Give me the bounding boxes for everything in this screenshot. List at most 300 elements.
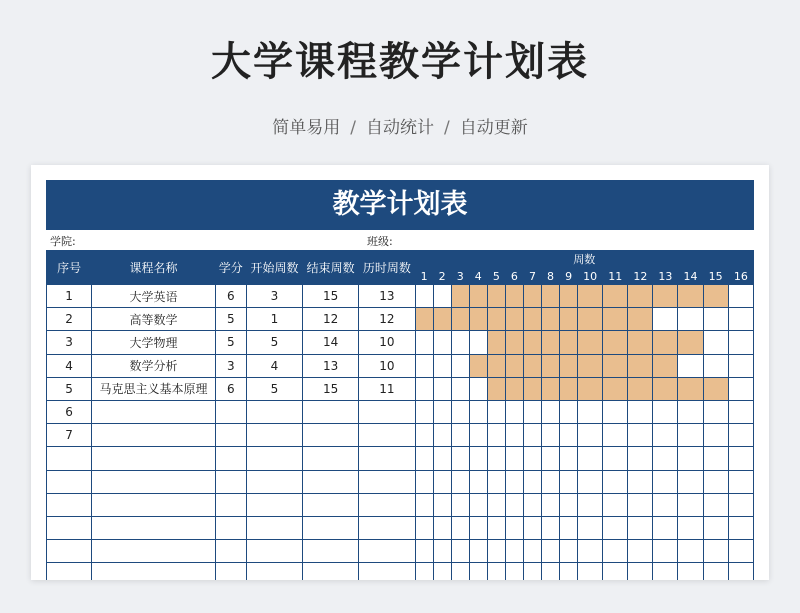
- gantt-cell[interactable]: [469, 400, 487, 423]
- cell-end-week[interactable]: [303, 400, 359, 423]
- gantt-cell[interactable]: [523, 331, 541, 354]
- gantt-cell[interactable]: [487, 400, 505, 423]
- gantt-cell[interactable]: [560, 493, 578, 516]
- gantt-cell[interactable]: [653, 447, 678, 470]
- gantt-cell[interactable]: [703, 424, 728, 447]
- gantt-cell[interactable]: [433, 540, 451, 563]
- gantt-cell[interactable]: [728, 470, 753, 493]
- gantt-cell[interactable]: [703, 470, 728, 493]
- gantt-cell[interactable]: [728, 447, 753, 470]
- gantt-cell[interactable]: [628, 331, 653, 354]
- gantt-cell[interactable]: [703, 516, 728, 539]
- gantt-cell[interactable]: [728, 540, 753, 563]
- gantt-cell[interactable]: [560, 308, 578, 331]
- gantt-cell[interactable]: [451, 285, 469, 308]
- gantt-cell[interactable]: [415, 424, 433, 447]
- cell-start-week[interactable]: [246, 563, 302, 580]
- gantt-cell[interactable]: [653, 377, 678, 400]
- gantt-cell[interactable]: [505, 493, 523, 516]
- gantt-cell[interactable]: [487, 516, 505, 539]
- cell-course-name[interactable]: [92, 493, 216, 516]
- gantt-cell[interactable]: [653, 331, 678, 354]
- cell-course-name[interactable]: [92, 424, 216, 447]
- cell-start-week[interactable]: [246, 540, 302, 563]
- gantt-cell[interactable]: [415, 400, 433, 423]
- cell-credit[interactable]: 3: [215, 354, 246, 377]
- gantt-cell[interactable]: [523, 470, 541, 493]
- cell-course-name[interactable]: 大学物理: [92, 331, 216, 354]
- gantt-cell[interactable]: [728, 563, 753, 580]
- gantt-cell[interactable]: [678, 540, 703, 563]
- plan-table: [46, 250, 754, 580]
- gantt-cell[interactable]: [678, 424, 703, 447]
- gantt-cell[interactable]: [451, 516, 469, 539]
- gantt-cell[interactable]: [433, 424, 451, 447]
- gantt-cell[interactable]: [487, 354, 505, 377]
- gantt-cell[interactable]: [451, 447, 469, 470]
- gantt-cell[interactable]: [628, 285, 653, 308]
- cell-seq[interactable]: [47, 493, 92, 516]
- gantt-cell[interactable]: [703, 285, 728, 308]
- gantt-cell[interactable]: [678, 331, 703, 354]
- cell-end-week[interactable]: 15: [303, 285, 359, 308]
- cell-seq[interactable]: [47, 516, 92, 539]
- gantt-cell[interactable]: [728, 285, 753, 308]
- cell-seq[interactable]: [47, 447, 92, 470]
- gantt-cell[interactable]: [541, 424, 559, 447]
- gantt-cell[interactable]: [451, 493, 469, 516]
- gantt-cell[interactable]: [703, 308, 728, 331]
- gantt-cell[interactable]: [433, 470, 451, 493]
- gantt-cell[interactable]: [415, 540, 433, 563]
- gantt-cell[interactable]: [678, 354, 703, 377]
- cell-end-week[interactable]: 12: [303, 308, 359, 331]
- gantt-cell[interactable]: [628, 516, 653, 539]
- gantt-cell[interactable]: [728, 377, 753, 400]
- cell-course-name[interactable]: [92, 563, 216, 580]
- gantt-cell[interactable]: [603, 354, 628, 377]
- gantt-cell[interactable]: [728, 424, 753, 447]
- gantt-cell[interactable]: [628, 400, 653, 423]
- gantt-cell[interactable]: [469, 424, 487, 447]
- gantt-cell[interactable]: [603, 285, 628, 308]
- gantt-cell[interactable]: [541, 331, 559, 354]
- gantt-cell[interactable]: [578, 354, 603, 377]
- gantt-cell[interactable]: [505, 331, 523, 354]
- gantt-cell[interactable]: [523, 493, 541, 516]
- gantt-cell[interactable]: [578, 424, 603, 447]
- cell-course-name[interactable]: 数学分析: [92, 354, 216, 377]
- gantt-cell[interactable]: [678, 447, 703, 470]
- cell-duration[interactable]: [359, 400, 415, 423]
- gantt-cell[interactable]: [728, 354, 753, 377]
- gantt-cell[interactable]: [505, 308, 523, 331]
- gantt-cell[interactable]: [451, 540, 469, 563]
- gantt-cell[interactable]: [469, 447, 487, 470]
- gantt-cell[interactable]: [628, 308, 653, 331]
- gantt-cell[interactable]: [703, 377, 728, 400]
- gantt-cell[interactable]: [578, 540, 603, 563]
- gantt-cell[interactable]: [505, 354, 523, 377]
- gantt-cell[interactable]: [603, 516, 628, 539]
- gantt-cell[interactable]: [487, 447, 505, 470]
- gantt-cell[interactable]: [433, 377, 451, 400]
- cell-duration[interactable]: [359, 470, 415, 493]
- gantt-cell[interactable]: [415, 563, 433, 580]
- gantt-cell[interactable]: [578, 400, 603, 423]
- gantt-cell[interactable]: [487, 308, 505, 331]
- gantt-cell[interactable]: [433, 354, 451, 377]
- gantt-cell[interactable]: [578, 493, 603, 516]
- gantt-cell[interactable]: [578, 377, 603, 400]
- gantt-cell[interactable]: [415, 516, 433, 539]
- cell-credit[interactable]: 6: [215, 377, 246, 400]
- gantt-cell[interactable]: [603, 400, 628, 423]
- header-course-name: 课程名称: [92, 251, 216, 285]
- gantt-cell[interactable]: [415, 377, 433, 400]
- gantt-cell[interactable]: [541, 285, 559, 308]
- gantt-cell[interactable]: [505, 516, 523, 539]
- gantt-cell[interactable]: [653, 516, 678, 539]
- gantt-cell[interactable]: [703, 331, 728, 354]
- gantt-cell[interactable]: [505, 470, 523, 493]
- cell-seq[interactable]: [47, 470, 92, 493]
- gantt-cell[interactable]: [560, 540, 578, 563]
- gantt-cell[interactable]: [469, 470, 487, 493]
- gantt-cell[interactable]: [628, 470, 653, 493]
- cell-credit[interactable]: [215, 563, 246, 580]
- cell-seq[interactable]: 6: [47, 400, 92, 423]
- gantt-cell[interactable]: [578, 331, 603, 354]
- gantt-cell[interactable]: [505, 377, 523, 400]
- cell-end-week[interactable]: 13: [303, 354, 359, 377]
- cell-start-week[interactable]: [246, 516, 302, 539]
- gantt-cell[interactable]: [415, 354, 433, 377]
- cell-course-name[interactable]: [92, 470, 216, 493]
- gantt-cell[interactable]: [541, 400, 559, 423]
- gantt-cell[interactable]: [653, 285, 678, 308]
- cell-duration[interactable]: 12: [359, 308, 415, 331]
- gantt-cell[interactable]: [578, 308, 603, 331]
- gantt-cell[interactable]: [469, 331, 487, 354]
- cell-duration[interactable]: 10: [359, 331, 415, 354]
- gantt-cell[interactable]: [541, 308, 559, 331]
- cell-end-week[interactable]: [303, 540, 359, 563]
- cell-course-name[interactable]: 大学英语: [92, 285, 216, 308]
- gantt-cell[interactable]: [578, 563, 603, 580]
- gantt-cell[interactable]: [578, 285, 603, 308]
- gantt-cell[interactable]: [451, 424, 469, 447]
- gantt-cell[interactable]: [560, 563, 578, 580]
- week-number-header: 6: [505, 268, 523, 285]
- week-number-header: 13: [653, 268, 678, 285]
- cell-seq[interactable]: 2: [47, 308, 92, 331]
- gantt-cell[interactable]: [523, 308, 541, 331]
- gantt-cell[interactable]: [703, 540, 728, 563]
- cell-course-name[interactable]: 高等数学: [92, 308, 216, 331]
- cell-start-week[interactable]: [246, 470, 302, 493]
- gantt-cell[interactable]: [415, 285, 433, 308]
- gantt-cell[interactable]: [469, 308, 487, 331]
- gantt-cell[interactable]: [541, 540, 559, 563]
- gantt-cell[interactable]: [678, 470, 703, 493]
- gantt-cell[interactable]: [505, 540, 523, 563]
- week-number-header: 10: [578, 268, 603, 285]
- gantt-cell[interactable]: [628, 493, 653, 516]
- gantt-cell[interactable]: [487, 285, 505, 308]
- cell-duration[interactable]: 13: [359, 285, 415, 308]
- week-number-header: 7: [523, 268, 541, 285]
- cell-credit[interactable]: 6: [215, 285, 246, 308]
- gantt-cell[interactable]: [678, 563, 703, 580]
- cell-end-week[interactable]: 15: [303, 377, 359, 400]
- gantt-cell[interactable]: [469, 563, 487, 580]
- cell-start-week[interactable]: [246, 400, 302, 423]
- gantt-cell[interactable]: [653, 563, 678, 580]
- gantt-cell[interactable]: [653, 424, 678, 447]
- gantt-cell[interactable]: [541, 377, 559, 400]
- gantt-cell[interactable]: [451, 308, 469, 331]
- week-number-header: 9: [560, 268, 578, 285]
- cell-start-week[interactable]: [246, 493, 302, 516]
- gantt-cell[interactable]: [703, 354, 728, 377]
- cell-start-week[interactable]: 3: [246, 285, 302, 308]
- gantt-cell[interactable]: [653, 540, 678, 563]
- gantt-cell[interactable]: [541, 354, 559, 377]
- cell-course-name[interactable]: [92, 400, 216, 423]
- gantt-cell[interactable]: [505, 400, 523, 423]
- cell-end-week[interactable]: [303, 424, 359, 447]
- cell-credit[interactable]: 5: [215, 308, 246, 331]
- cell-course-name[interactable]: [92, 540, 216, 563]
- gantt-cell[interactable]: [433, 493, 451, 516]
- gantt-cell[interactable]: [487, 540, 505, 563]
- gantt-cell[interactable]: [653, 470, 678, 493]
- gantt-cell[interactable]: [523, 424, 541, 447]
- week-number-header: 2: [433, 268, 451, 285]
- gantt-cell[interactable]: [541, 563, 559, 580]
- cell-end-week[interactable]: [303, 563, 359, 580]
- gantt-cell[interactable]: [523, 400, 541, 423]
- cell-seq[interactable]: [47, 563, 92, 580]
- gantt-cell[interactable]: [433, 447, 451, 470]
- gantt-cell[interactable]: [523, 540, 541, 563]
- gantt-cell[interactable]: [603, 447, 628, 470]
- gantt-cell[interactable]: [728, 516, 753, 539]
- cell-duration[interactable]: [359, 493, 415, 516]
- cell-course-name[interactable]: 马克思主义基本原理: [92, 377, 216, 400]
- gantt-cell[interactable]: [560, 331, 578, 354]
- cell-duration[interactable]: [359, 516, 415, 539]
- cell-credit[interactable]: [215, 424, 246, 447]
- cell-credit[interactable]: [215, 516, 246, 539]
- gantt-cell[interactable]: [603, 470, 628, 493]
- table-row: [47, 331, 754, 354]
- gantt-cell[interactable]: [560, 516, 578, 539]
- cell-duration[interactable]: 10: [359, 354, 415, 377]
- gantt-cell[interactable]: [415, 447, 433, 470]
- gantt-cell[interactable]: [603, 308, 628, 331]
- cell-credit[interactable]: 5: [215, 331, 246, 354]
- header-credit: 学分: [215, 251, 246, 285]
- gantt-cell[interactable]: [451, 563, 469, 580]
- gantt-cell[interactable]: [653, 354, 678, 377]
- gantt-cell[interactable]: [628, 424, 653, 447]
- gantt-cell[interactable]: [653, 308, 678, 331]
- gantt-cell[interactable]: [505, 424, 523, 447]
- gantt-cell[interactable]: [451, 331, 469, 354]
- gantt-cell[interactable]: [469, 354, 487, 377]
- gantt-cell[interactable]: [578, 447, 603, 470]
- gantt-cell[interactable]: [603, 377, 628, 400]
- gantt-cell[interactable]: [469, 540, 487, 563]
- cell-course-name[interactable]: [92, 516, 216, 539]
- cell-credit[interactable]: [215, 493, 246, 516]
- gantt-cell[interactable]: [433, 516, 451, 539]
- gantt-cell[interactable]: [653, 400, 678, 423]
- cell-seq[interactable]: 4: [47, 354, 92, 377]
- gantt-cell[interactable]: [678, 516, 703, 539]
- gantt-cell[interactable]: [628, 540, 653, 563]
- cell-credit[interactable]: [215, 400, 246, 423]
- table-row: [47, 354, 754, 377]
- gantt-cell[interactable]: [678, 493, 703, 516]
- gantt-cell[interactable]: [703, 447, 728, 470]
- gantt-cell[interactable]: [487, 563, 505, 580]
- cell-start-week[interactable]: 5: [246, 377, 302, 400]
- gantt-cell[interactable]: [628, 377, 653, 400]
- gantt-cell[interactable]: [415, 493, 433, 516]
- gantt-cell[interactable]: [628, 563, 653, 580]
- gantt-cell[interactable]: [523, 516, 541, 539]
- gantt-cell[interactable]: [628, 354, 653, 377]
- gantt-cell[interactable]: [560, 285, 578, 308]
- gantt-cell[interactable]: [469, 285, 487, 308]
- cell-credit[interactable]: [215, 540, 246, 563]
- gantt-cell[interactable]: [415, 331, 433, 354]
- cell-end-week[interactable]: [303, 493, 359, 516]
- gantt-cell[interactable]: [451, 470, 469, 493]
- gantt-cell[interactable]: [560, 447, 578, 470]
- table-row: [47, 308, 754, 331]
- cell-end-week[interactable]: 14: [303, 331, 359, 354]
- class-label: 班级:: [367, 235, 393, 248]
- gantt-cell[interactable]: [505, 447, 523, 470]
- gantt-cell[interactable]: [578, 516, 603, 539]
- gantt-cell[interactable]: [603, 493, 628, 516]
- gantt-cell[interactable]: [523, 447, 541, 470]
- week-number-header: 12: [628, 268, 653, 285]
- cell-credit[interactable]: [215, 470, 246, 493]
- gantt-cell[interactable]: [728, 331, 753, 354]
- gantt-cell[interactable]: [703, 400, 728, 423]
- gantt-cell[interactable]: [653, 493, 678, 516]
- gantt-cell[interactable]: [433, 563, 451, 580]
- cell-duration[interactable]: [359, 447, 415, 470]
- gantt-cell[interactable]: [487, 377, 505, 400]
- gantt-cell[interactable]: [560, 354, 578, 377]
- gantt-cell[interactable]: [728, 308, 753, 331]
- gantt-cell[interactable]: [523, 377, 541, 400]
- gantt-cell[interactable]: [487, 493, 505, 516]
- gantt-cell[interactable]: [451, 400, 469, 423]
- gantt-cell[interactable]: [523, 354, 541, 377]
- gantt-cell[interactable]: [728, 493, 753, 516]
- gantt-cell[interactable]: [603, 563, 628, 580]
- gantt-cell[interactable]: [541, 470, 559, 493]
- gantt-cell[interactable]: [505, 285, 523, 308]
- gantt-cell[interactable]: [451, 377, 469, 400]
- gantt-cell[interactable]: [578, 470, 603, 493]
- cell-start-week[interactable]: [246, 447, 302, 470]
- gantt-cell[interactable]: [433, 308, 451, 331]
- gantt-cell[interactable]: [628, 447, 653, 470]
- cell-duration[interactable]: [359, 563, 415, 580]
- gantt-cell[interactable]: [678, 308, 703, 331]
- gantt-cell[interactable]: [523, 285, 541, 308]
- gantt-cell[interactable]: [487, 470, 505, 493]
- cell-credit[interactable]: [215, 447, 246, 470]
- cell-seq[interactable]: 1: [47, 285, 92, 308]
- cell-duration[interactable]: 11: [359, 377, 415, 400]
- cell-duration[interactable]: [359, 540, 415, 563]
- cell-seq[interactable]: 7: [47, 424, 92, 447]
- cell-start-week[interactable]: 1: [246, 308, 302, 331]
- gantt-cell[interactable]: [469, 377, 487, 400]
- gantt-cell[interactable]: [541, 447, 559, 470]
- cell-start-week[interactable]: 4: [246, 354, 302, 377]
- gantt-cell[interactable]: [603, 424, 628, 447]
- cell-end-week[interactable]: [303, 470, 359, 493]
- gantt-cell[interactable]: [678, 377, 703, 400]
- gantt-cell[interactable]: [469, 493, 487, 516]
- gantt-cell[interactable]: [433, 285, 451, 308]
- cell-course-name[interactable]: [92, 447, 216, 470]
- cell-start-week[interactable]: [246, 424, 302, 447]
- gantt-cell[interactable]: [703, 493, 728, 516]
- gantt-cell[interactable]: [560, 470, 578, 493]
- gantt-cell[interactable]: [603, 331, 628, 354]
- cell-seq[interactable]: 5: [47, 377, 92, 400]
- gantt-cell[interactable]: [505, 563, 523, 580]
- gantt-cell[interactable]: [487, 331, 505, 354]
- cell-duration[interactable]: [359, 424, 415, 447]
- gantt-cell[interactable]: [451, 354, 469, 377]
- gantt-cell[interactable]: [541, 516, 559, 539]
- gantt-cell[interactable]: [433, 400, 451, 423]
- cell-seq[interactable]: [47, 540, 92, 563]
- gantt-cell[interactable]: [678, 400, 703, 423]
- gantt-cell[interactable]: [560, 424, 578, 447]
- gantt-cell[interactable]: [541, 493, 559, 516]
- gantt-cell[interactable]: [678, 285, 703, 308]
- gantt-cell[interactable]: [469, 516, 487, 539]
- gantt-cell[interactable]: [603, 540, 628, 563]
- gantt-cell[interactable]: [415, 470, 433, 493]
- cell-end-week[interactable]: [303, 516, 359, 539]
- gantt-cell[interactable]: [433, 331, 451, 354]
- gantt-cell[interactable]: [560, 377, 578, 400]
- gantt-cell[interactable]: [415, 308, 433, 331]
- gantt-cell[interactable]: [523, 563, 541, 580]
- gantt-cell[interactable]: [703, 563, 728, 580]
- gantt-cell[interactable]: [560, 400, 578, 423]
- cell-start-week[interactable]: 5: [246, 331, 302, 354]
- gantt-cell[interactable]: [728, 400, 753, 423]
- gantt-cell[interactable]: [487, 424, 505, 447]
- cell-seq[interactable]: 3: [47, 331, 92, 354]
- cell-end-week[interactable]: [303, 447, 359, 470]
